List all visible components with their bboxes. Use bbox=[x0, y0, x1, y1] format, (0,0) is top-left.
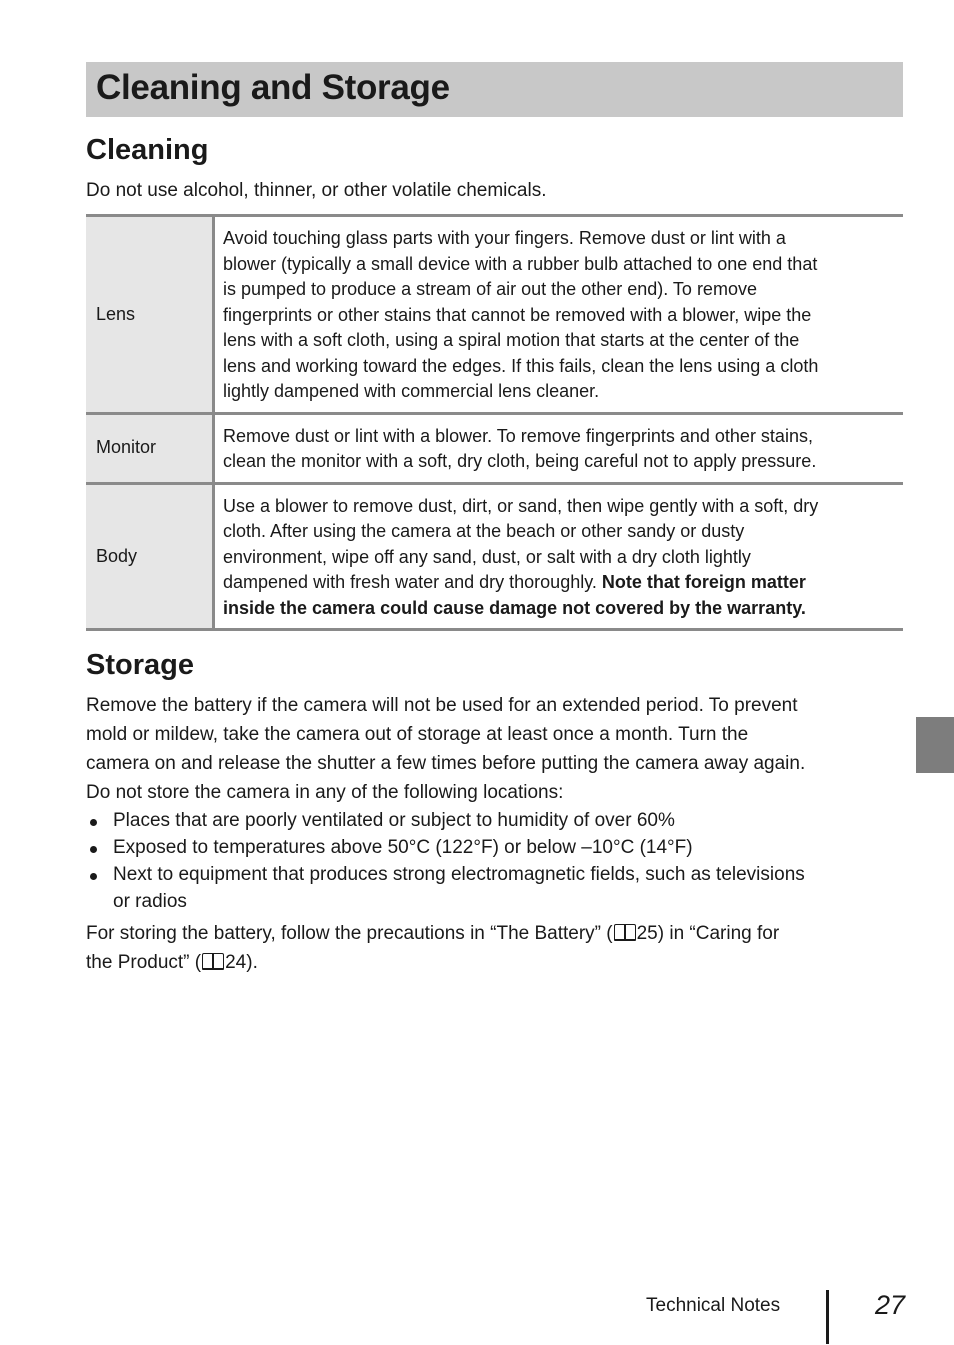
row-description bbox=[214, 216, 904, 414]
footer-divider bbox=[826, 1290, 829, 1344]
desc-line: is pumped to produce a stream of air out the other end). To remove bbox=[223, 279, 757, 299]
list-item-text: Next to equipment that produces strong electromagnetic fields, such as televisions bbox=[113, 864, 805, 885]
reference-text: the Product” ( bbox=[86, 952, 202, 973]
desc-line: Remove dust or lint with a blower. To remove fingerprints and other stains, bbox=[223, 425, 813, 446]
cleaning-table bbox=[86, 214, 903, 631]
cleaning-heading: Cleaning bbox=[86, 134, 209, 166]
list-item bbox=[86, 834, 805, 861]
list-item bbox=[86, 807, 805, 834]
storage-heading: Storage bbox=[86, 649, 194, 681]
page-reference-link[interactable]: 24 bbox=[225, 952, 247, 973]
manual-reference-icon bbox=[202, 953, 224, 970]
table-row-body bbox=[86, 483, 903, 630]
desc-line: lightly dampened with commercial lens cleaner. bbox=[223, 381, 600, 401]
section-tab-marker bbox=[916, 717, 954, 773]
table-row-lens bbox=[86, 216, 903, 414]
cleaning-intro: Do not use alcohol, thinner, or other volatile chemicals. bbox=[86, 180, 547, 201]
page-reference-link[interactable]: 25 bbox=[636, 923, 658, 944]
footer-section-name: Technical Notes bbox=[646, 1295, 781, 1316]
desc-line bbox=[223, 596, 897, 622]
row-label: Body bbox=[86, 483, 214, 630]
desc-line: Use a blower to remove dust, dirt, or sand, then wipe gently with a soft, dry bbox=[223, 495, 819, 516]
desc-text: dampened with fresh water and dry thoroughly. bbox=[223, 572, 602, 592]
row-description bbox=[214, 413, 904, 483]
reference-text: ). bbox=[246, 952, 258, 973]
storage-locations-list bbox=[86, 807, 805, 915]
warranty-warning: Note that foreign matter bbox=[601, 572, 806, 592]
list-item-text: Exposed to temperatures above 50°C (122°F) or below –10°C (14°F) bbox=[113, 837, 693, 858]
manual-reference-icon bbox=[614, 924, 636, 941]
table-row-monitor bbox=[86, 413, 903, 483]
desc-line: cloth. After using the camera at the beach or other sandy or dusty bbox=[223, 521, 745, 541]
row-label: Monitor bbox=[86, 413, 214, 483]
desc-line: environment, wipe off any sand, dust, or salt with a dry cloth lightly bbox=[223, 546, 751, 567]
battery-reference bbox=[86, 948, 258, 977]
list-item-text: Places that are poorly ventilated or subject to humidity of over 60% bbox=[113, 810, 675, 831]
desc-line: fingerprints or other stains that cannot be removed with a blower, wipe the bbox=[223, 304, 812, 325]
desc-line: lens with a soft cloth, using a spiral motion that starts at the center of the bbox=[223, 330, 800, 350]
desc-line: Avoid touching glass parts with your fingers. Remove dust or lint with a bbox=[223, 228, 786, 248]
storage-paragraph-line: Remove the battery if the camera will not be used for an extended period. To prevent bbox=[86, 695, 798, 716]
list-item-text: or radios bbox=[113, 891, 187, 912]
row-description bbox=[214, 483, 904, 630]
desc-line: lens and working toward the edges. If this fails, clean the lens using a cloth bbox=[223, 355, 819, 376]
desc-line: clean the monitor with a soft, dry cloth, being careful not to apply pressure. bbox=[223, 451, 817, 471]
storage-paragraph-line: mold or mildew, take the camera out of storage at least once a month. Turn the bbox=[86, 724, 749, 745]
desc-line: blower (typically a small device with a rubber bulb attached to one end that bbox=[223, 253, 818, 274]
desc-line bbox=[223, 570, 897, 596]
list-item bbox=[86, 861, 805, 915]
page-title-bar bbox=[86, 62, 903, 117]
reference-text: ) in “Caring for bbox=[657, 923, 780, 944]
page-number: 27 bbox=[875, 1290, 906, 1320]
storage-paragraph-line: Do not store the camera in any of the following locations: bbox=[86, 782, 564, 803]
battery-reference bbox=[86, 919, 779, 948]
reference-text: For storing the battery, follow the precautions in “The Battery” ( bbox=[86, 923, 613, 944]
page-title: Cleaning and Storage bbox=[96, 68, 450, 107]
warranty-warning: inside the camera could cause damage not covered by the warranty. bbox=[223, 597, 806, 618]
storage-paragraph-line: camera on and release the shutter a few times before putting the camera away again. bbox=[86, 753, 806, 774]
row-label: Lens bbox=[86, 216, 214, 414]
